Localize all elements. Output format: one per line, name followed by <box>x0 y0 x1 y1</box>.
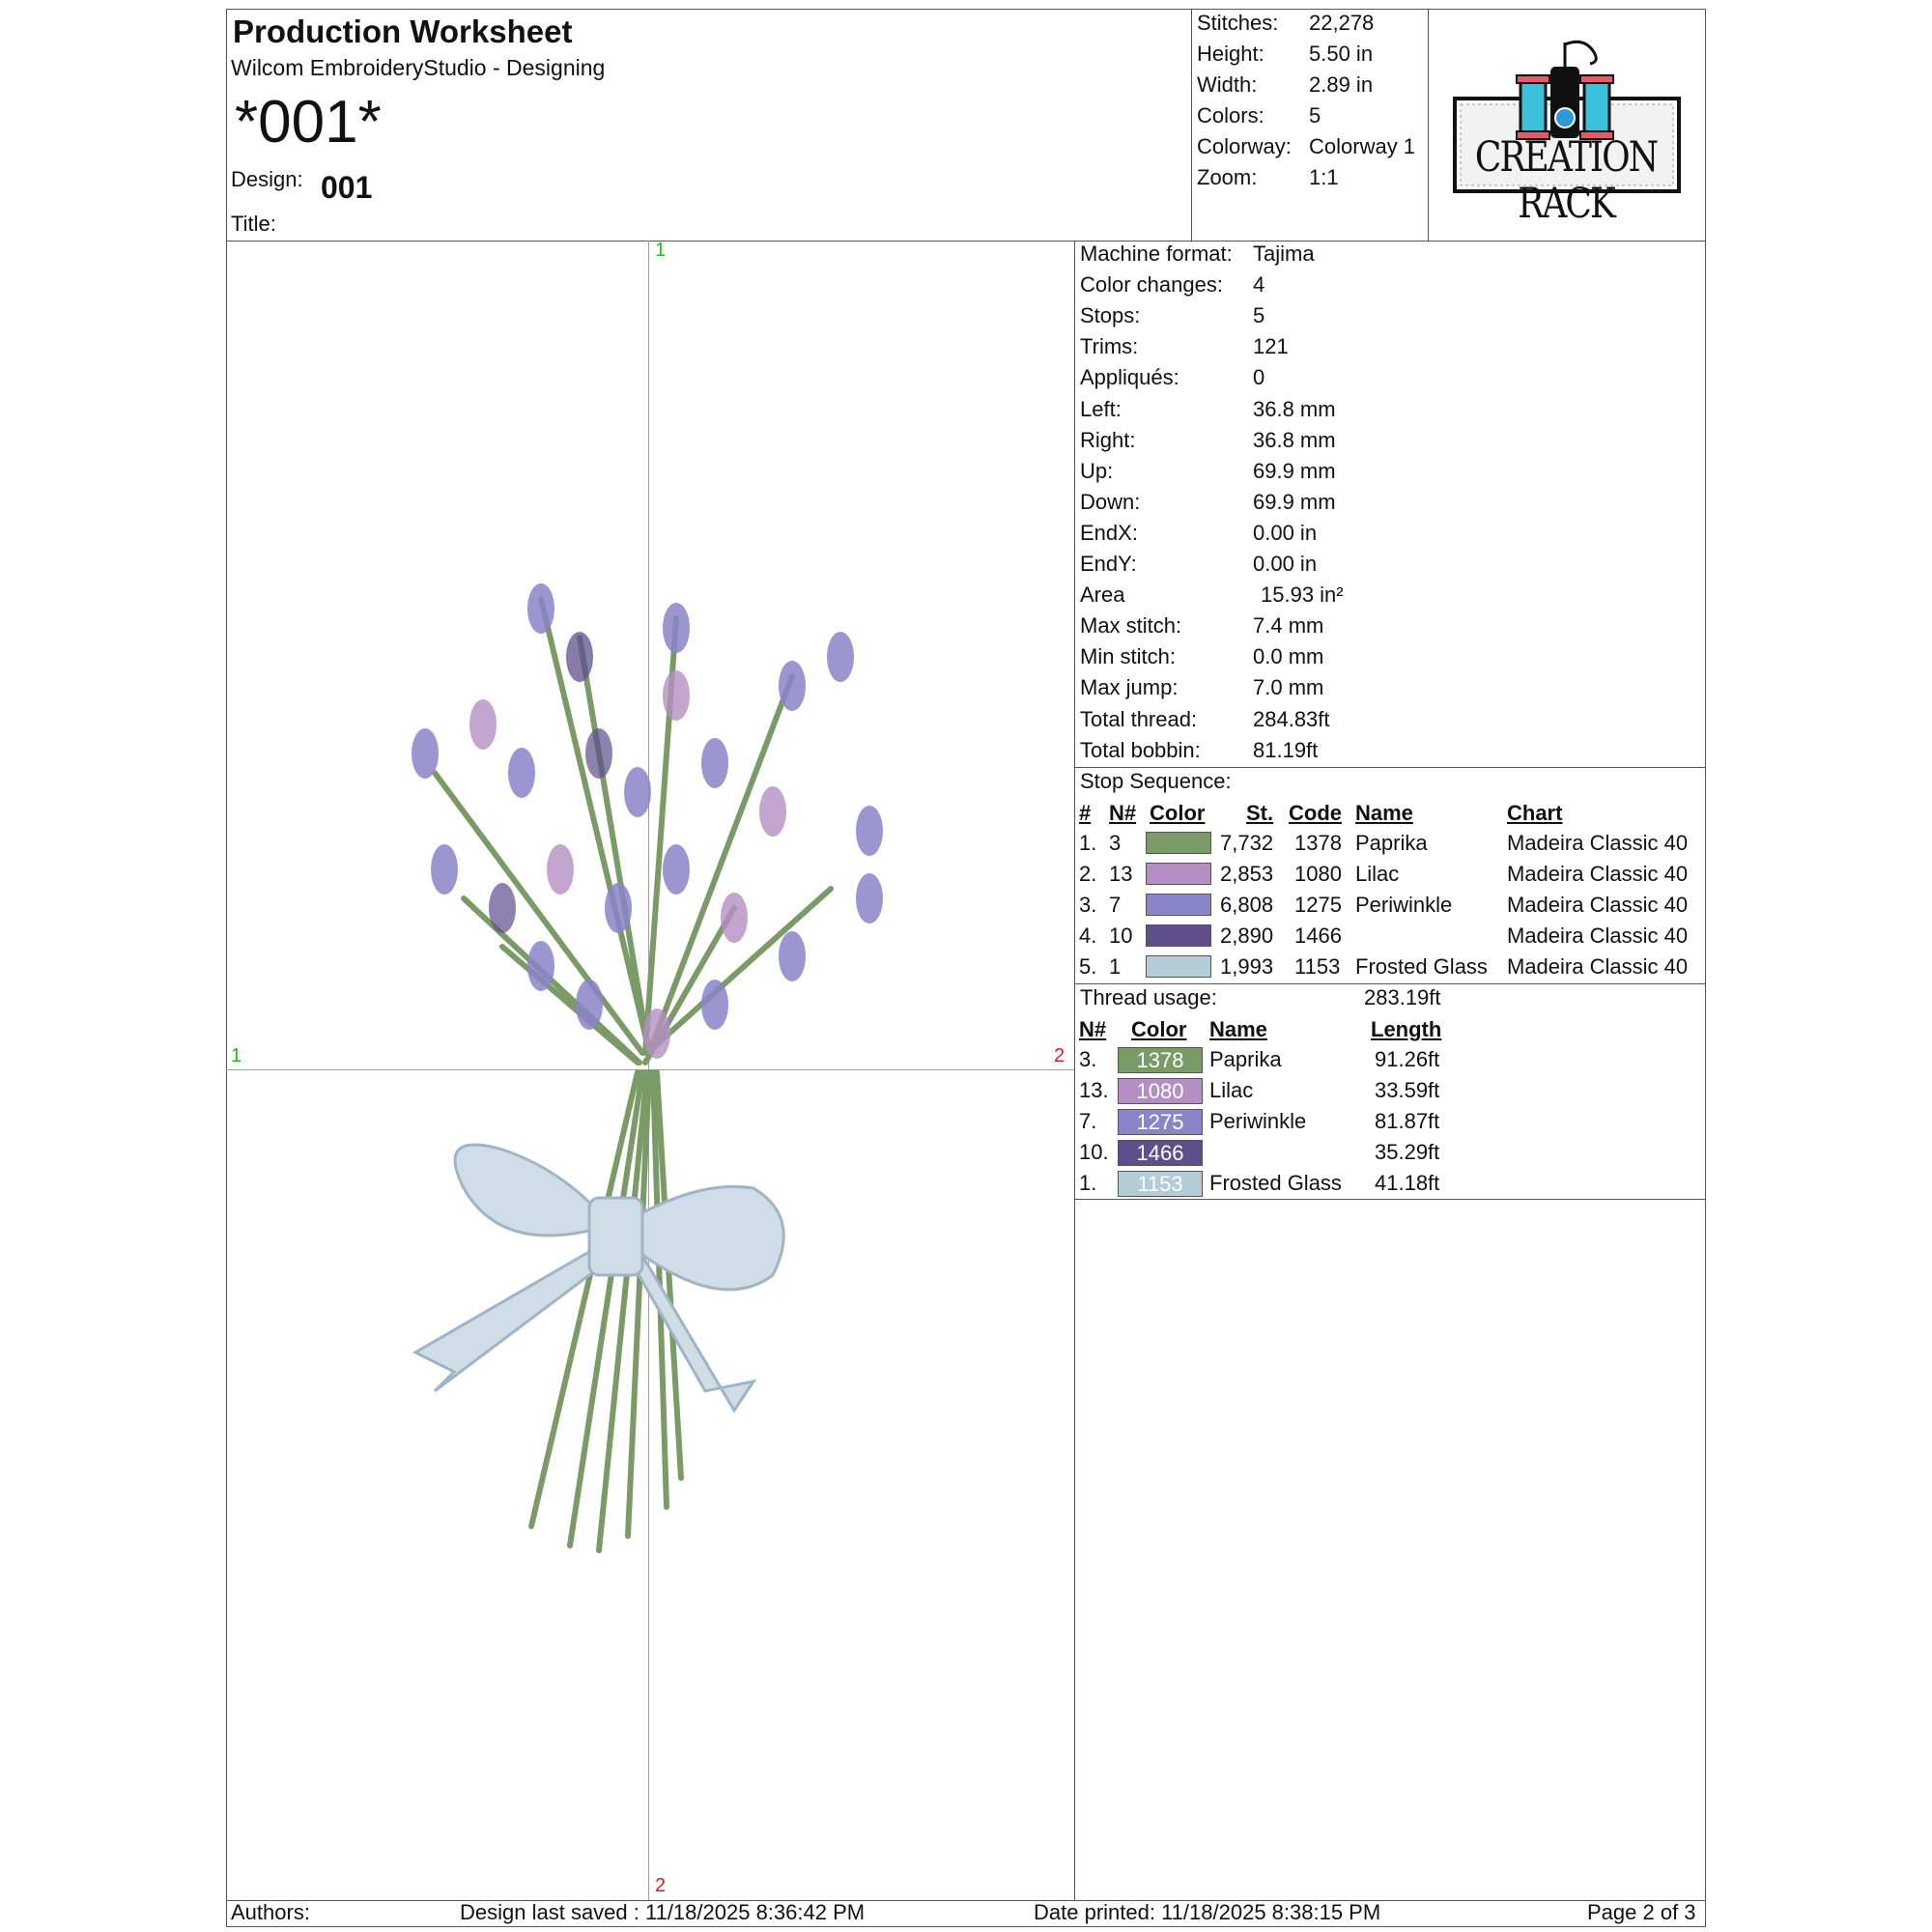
row-name: Frosted Glass <box>1355 954 1488 979</box>
row-needle: 1 <box>1109 954 1122 979</box>
row-stitches: 1,993 <box>1220 954 1274 979</box>
row-code: 1153 <box>1294 954 1341 979</box>
machine-value: 0.00 in <box>1253 520 1318 545</box>
machine-label: Color changes: <box>1080 272 1223 298</box>
summary-value: 5 <box>1309 103 1321 128</box>
row-name: Paprika <box>1209 1047 1282 1071</box>
axis-top-label: 1 <box>655 240 667 261</box>
machine-value: 81.19ft <box>1253 737 1319 762</box>
divider <box>1074 1199 1706 1200</box>
date-printed: Date printed: 11/18/2025 8:38:15 PM <box>1034 1900 1381 1924</box>
thread-usage-total: 283.19ft <box>1364 985 1441 1009</box>
summary-value: 22,278 <box>1309 11 1375 35</box>
row-needle: 13. <box>1079 1078 1109 1102</box>
machine-value: 36.8 mm <box>1253 396 1336 421</box>
column-header: Name <box>1209 1017 1267 1041</box>
summary-label: Height: <box>1197 42 1264 66</box>
summary-label: Width: <box>1197 72 1258 97</box>
axis-right-label: 2 <box>1054 1045 1065 1066</box>
summary-value: 5.50 in <box>1309 42 1374 66</box>
machine-label: Trims: <box>1080 334 1139 359</box>
divider <box>226 1900 1706 1901</box>
divider <box>1191 9 1192 241</box>
row-chart: Madeira Classic 40 <box>1507 862 1689 886</box>
row-name: Periwinkle <box>1209 1109 1307 1133</box>
row-code: 1275 <box>1294 893 1342 917</box>
row-needle: 7 <box>1109 893 1122 917</box>
design-value: 001 <box>321 170 373 205</box>
color-swatch: 1378 <box>1118 1047 1203 1073</box>
machine-label: Max stitch: <box>1080 613 1182 639</box>
row-name: Frosted Glass <box>1209 1171 1342 1195</box>
creation-rack-logo <box>1449 39 1683 228</box>
title-label: Title: <box>231 212 276 236</box>
row-index: 1. <box>1079 831 1097 855</box>
machine-label: Right: <box>1080 427 1136 452</box>
row-needle: 1. <box>1079 1171 1097 1195</box>
column-header: N# <box>1079 1017 1107 1041</box>
row-index: 4. <box>1079 923 1097 948</box>
row-index: 2. <box>1079 862 1097 886</box>
column-header: Chart <box>1507 801 1563 825</box>
machine-label: Min stitch: <box>1080 644 1177 669</box>
row-name: Lilac <box>1209 1078 1254 1102</box>
row-code: 1080 <box>1294 862 1342 886</box>
row-needle: 10. <box>1079 1140 1109 1164</box>
row-length: 81.87ft <box>1375 1109 1440 1133</box>
summary-label: Colorway: <box>1197 134 1292 158</box>
machine-value: 4 <box>1253 272 1265 298</box>
machine-label: Max jump: <box>1080 675 1179 700</box>
spool-icon <box>1584 79 1609 135</box>
machine-label: Up: <box>1080 458 1114 483</box>
divider <box>1074 767 1706 768</box>
column-header: Length <box>1371 1017 1442 1041</box>
machine-value: 15.93 in² <box>1261 582 1344 608</box>
row-code: 1378 <box>1294 831 1342 855</box>
column-header: Code <box>1289 801 1342 825</box>
machine-value: Tajima <box>1253 242 1315 266</box>
thread-usage-heading: Thread usage: <box>1080 985 1217 1009</box>
design-saved: Design last saved : 11/18/2025 8:36:42 PM <box>460 1900 866 1924</box>
design-big-label: *001* <box>235 89 382 156</box>
divider <box>1428 9 1429 241</box>
row-stitches: 2,890 <box>1220 923 1274 948</box>
row-length: 91.26ft <box>1375 1047 1440 1071</box>
color-swatch <box>1146 832 1211 854</box>
row-name: Lilac <box>1355 862 1400 886</box>
machine-value: 69.9 mm <box>1253 458 1336 483</box>
stop-sequence-heading: Stop Sequence: <box>1080 769 1232 793</box>
machine-label: Stops: <box>1080 303 1141 328</box>
machine-label: Area <box>1080 582 1125 608</box>
machine-value: 0.0 mm <box>1253 644 1324 669</box>
spool-icon <box>1520 79 1546 135</box>
summary-label: Zoom: <box>1197 165 1258 189</box>
row-stitches: 2,853 <box>1220 862 1274 886</box>
summary-value: 1:1 <box>1309 165 1339 189</box>
row-length: 35.29ft <box>1375 1140 1440 1164</box>
machine-value: 7.4 mm <box>1253 613 1324 639</box>
row-needle: 3. <box>1079 1047 1097 1071</box>
row-needle: 13 <box>1109 862 1133 886</box>
page-number: Page 2 of 3 <box>1587 1900 1696 1924</box>
machine-label: Appliqués: <box>1080 365 1179 390</box>
page-title: Production Worksheet <box>233 14 573 49</box>
row-length: 33.59ft <box>1375 1078 1440 1102</box>
row-index: 3. <box>1079 893 1097 917</box>
machine-label: Machine format: <box>1080 242 1233 266</box>
summary-label: Stitches: <box>1197 11 1279 35</box>
design-label: Design: <box>231 167 303 191</box>
machine-value: 36.8 mm <box>1253 427 1336 452</box>
row-chart: Madeira Classic 40 <box>1507 893 1689 917</box>
row-chart: Madeira Classic 40 <box>1507 831 1689 855</box>
divider <box>1074 241 1075 1900</box>
machine-value: 0 <box>1253 365 1265 390</box>
machine-label: Down: <box>1080 489 1141 514</box>
column-header: Color <box>1131 1017 1187 1041</box>
divider <box>226 241 1706 242</box>
column-header: N# <box>1109 801 1137 825</box>
machine-label: Left: <box>1080 396 1122 421</box>
color-swatch: 1153 <box>1118 1171 1203 1197</box>
machine-value: 0.00 in <box>1253 552 1318 576</box>
color-swatch <box>1146 894 1211 916</box>
machine-label: EndX: <box>1080 520 1138 545</box>
divider <box>1074 983 1706 984</box>
summary-label: Colors: <box>1197 103 1264 128</box>
row-needle: 10 <box>1109 923 1133 948</box>
color-swatch: 1466 <box>1118 1140 1203 1166</box>
row-needle: 3 <box>1109 831 1122 855</box>
app-subtitle: Wilcom EmbroideryStudio - Designing <box>231 55 606 80</box>
axis-bottom-label: 2 <box>655 1875 667 1896</box>
row-stitches: 6,808 <box>1220 893 1274 917</box>
column-header: # <box>1079 801 1092 825</box>
color-swatch: 1080 <box>1118 1078 1203 1104</box>
machine-value: 121 <box>1253 334 1289 359</box>
machine-label: Total thread: <box>1080 706 1198 731</box>
machine-label: Total bobbin: <box>1080 737 1201 762</box>
column-header: Name <box>1355 801 1413 825</box>
authors-label: Authors: <box>231 1900 310 1924</box>
machine-label: EndY: <box>1080 552 1137 576</box>
summary-value: Colorway 1 <box>1309 134 1416 158</box>
machine-value: 7.0 mm <box>1253 675 1324 700</box>
color-swatch <box>1146 924 1211 947</box>
row-chart: Madeira Classic 40 <box>1507 954 1689 979</box>
color-swatch <box>1146 955 1211 978</box>
row-name: Periwinkle <box>1355 893 1453 917</box>
machine-value: 69.9 mm <box>1253 489 1336 514</box>
color-swatch <box>1146 863 1211 885</box>
lavender-bouquet-design <box>386 570 927 1565</box>
row-code: 1466 <box>1294 923 1342 948</box>
axis-left-label: 1 <box>231 1045 242 1066</box>
column-header: Color <box>1150 801 1206 825</box>
machine-value: 284.83ft <box>1253 706 1330 731</box>
summary-value: 2.89 in <box>1309 72 1374 97</box>
row-length: 41.18ft <box>1375 1171 1440 1195</box>
row-chart: Madeira Classic 40 <box>1507 923 1689 948</box>
row-name: Paprika <box>1355 831 1428 855</box>
row-stitches: 7,732 <box>1220 831 1274 855</box>
row-needle: 7. <box>1079 1109 1097 1133</box>
column-header: St. <box>1246 801 1274 825</box>
logo-text: CREATION RACK <box>1474 133 1658 228</box>
machine-value: 5 <box>1253 303 1265 328</box>
row-index: 5. <box>1079 954 1097 979</box>
stems <box>435 599 831 1550</box>
color-swatch: 1275 <box>1118 1109 1203 1135</box>
